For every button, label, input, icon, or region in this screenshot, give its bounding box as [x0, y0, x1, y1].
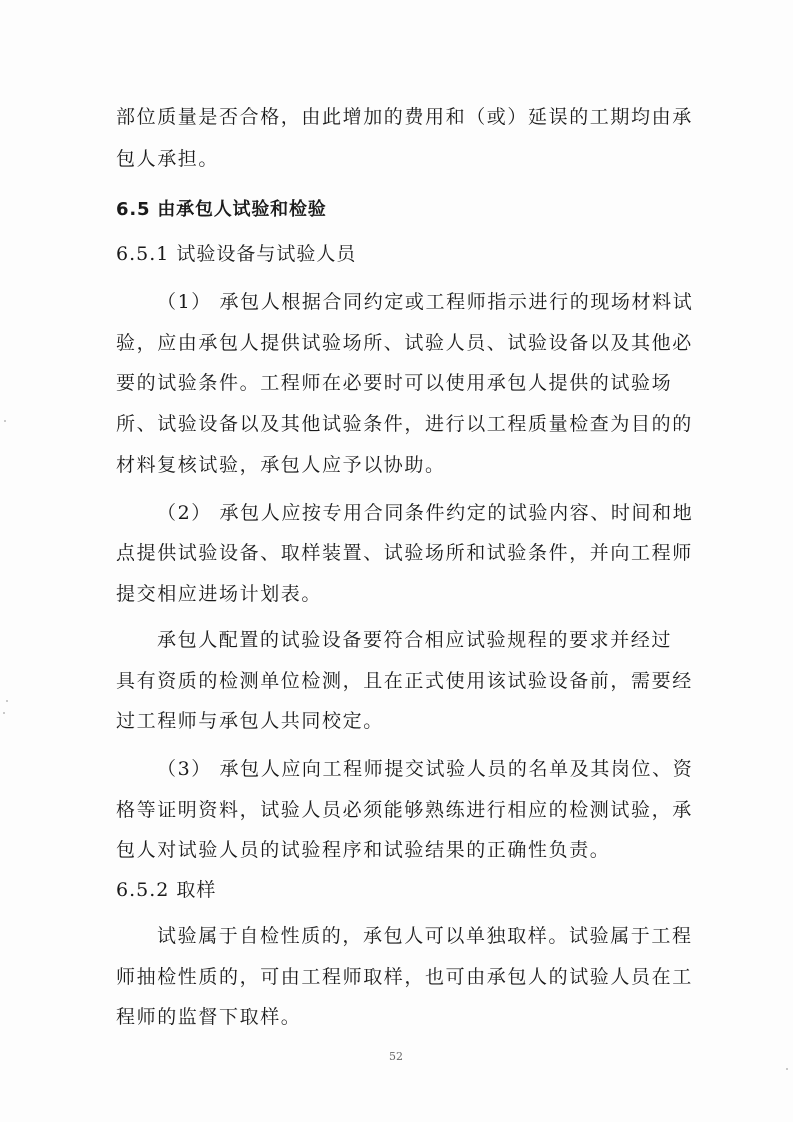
subsection-heading-6-5-1: 6.5.1 试验设备与试验人员: [116, 243, 357, 265]
paragraph-line: 材料复核试验，承包人应予以协助。: [116, 454, 446, 476]
paragraph-line: 所、试验设备以及其他试验条件，进行以工程质量检查为目的的: [116, 413, 693, 435]
paragraph-line: 承包人配置的试验设备要符合相应试验规程的要求并经过: [157, 629, 673, 651]
scan-speck: [786, 1068, 788, 1070]
scan-speck: [3, 712, 5, 714]
paragraph-line: （1） 承包人根据合同约定或工程师指示进行的现场材料试: [157, 291, 694, 313]
page-number: 52: [389, 1050, 403, 1063]
paragraph-line: （2） 承包人应按专用合同条件约定的试验内容、时间和地: [157, 502, 694, 524]
paragraph-line: 包人对试验人员的试验程序和试验结果的正确性负责。: [116, 839, 611, 861]
paragraph-line: 点提供试验设备、取样装置、试验场所和试验条件，并向工程师: [116, 542, 693, 564]
section-heading-6-5: 6.5 由承包人试验和检验: [116, 199, 327, 220]
paragraph-line: 师抽检性质的，可由工程师取样，也可由承包人的试验人员在工: [116, 966, 693, 988]
paragraph-line: 格等证明资料，试验人员必须能够熟练进行相应的检测试验，承: [116, 799, 693, 821]
paragraph-line: （3） 承包人应向工程师提交试验人员的名单及其岗位、资: [157, 758, 694, 780]
paragraph-line: 具有资质的检测单位检测，且在正式使用该试验设备前，需要经: [116, 670, 693, 692]
paragraph-line: 程师的监督下取样。: [116, 1006, 302, 1028]
paragraph-line: 过工程师与承包人共同校定。: [116, 710, 384, 732]
scan-speck: [6, 700, 8, 702]
scan-speck: [4, 420, 6, 422]
paragraph-line: 试验属于自检性质的，承包人可以单独取样。试验属于工程: [157, 925, 693, 947]
paragraph-line: 包人承担。: [116, 148, 220, 170]
paragraph-line: 要的试验条件。工程师在必要时可以使用承包人提供的试验场: [116, 372, 673, 394]
subsection-heading-6-5-2: 6.5.2 取样: [116, 879, 217, 901]
paragraph-line: 提交相应进场计划表。: [116, 583, 323, 605]
paragraph-line: 验，应由承包人提供试验场所、试验人员、试验设备以及其他必: [116, 332, 693, 354]
paragraph-line: 部位质量是否合格，由此增加的费用和（或）延误的工期均由承: [116, 106, 693, 128]
